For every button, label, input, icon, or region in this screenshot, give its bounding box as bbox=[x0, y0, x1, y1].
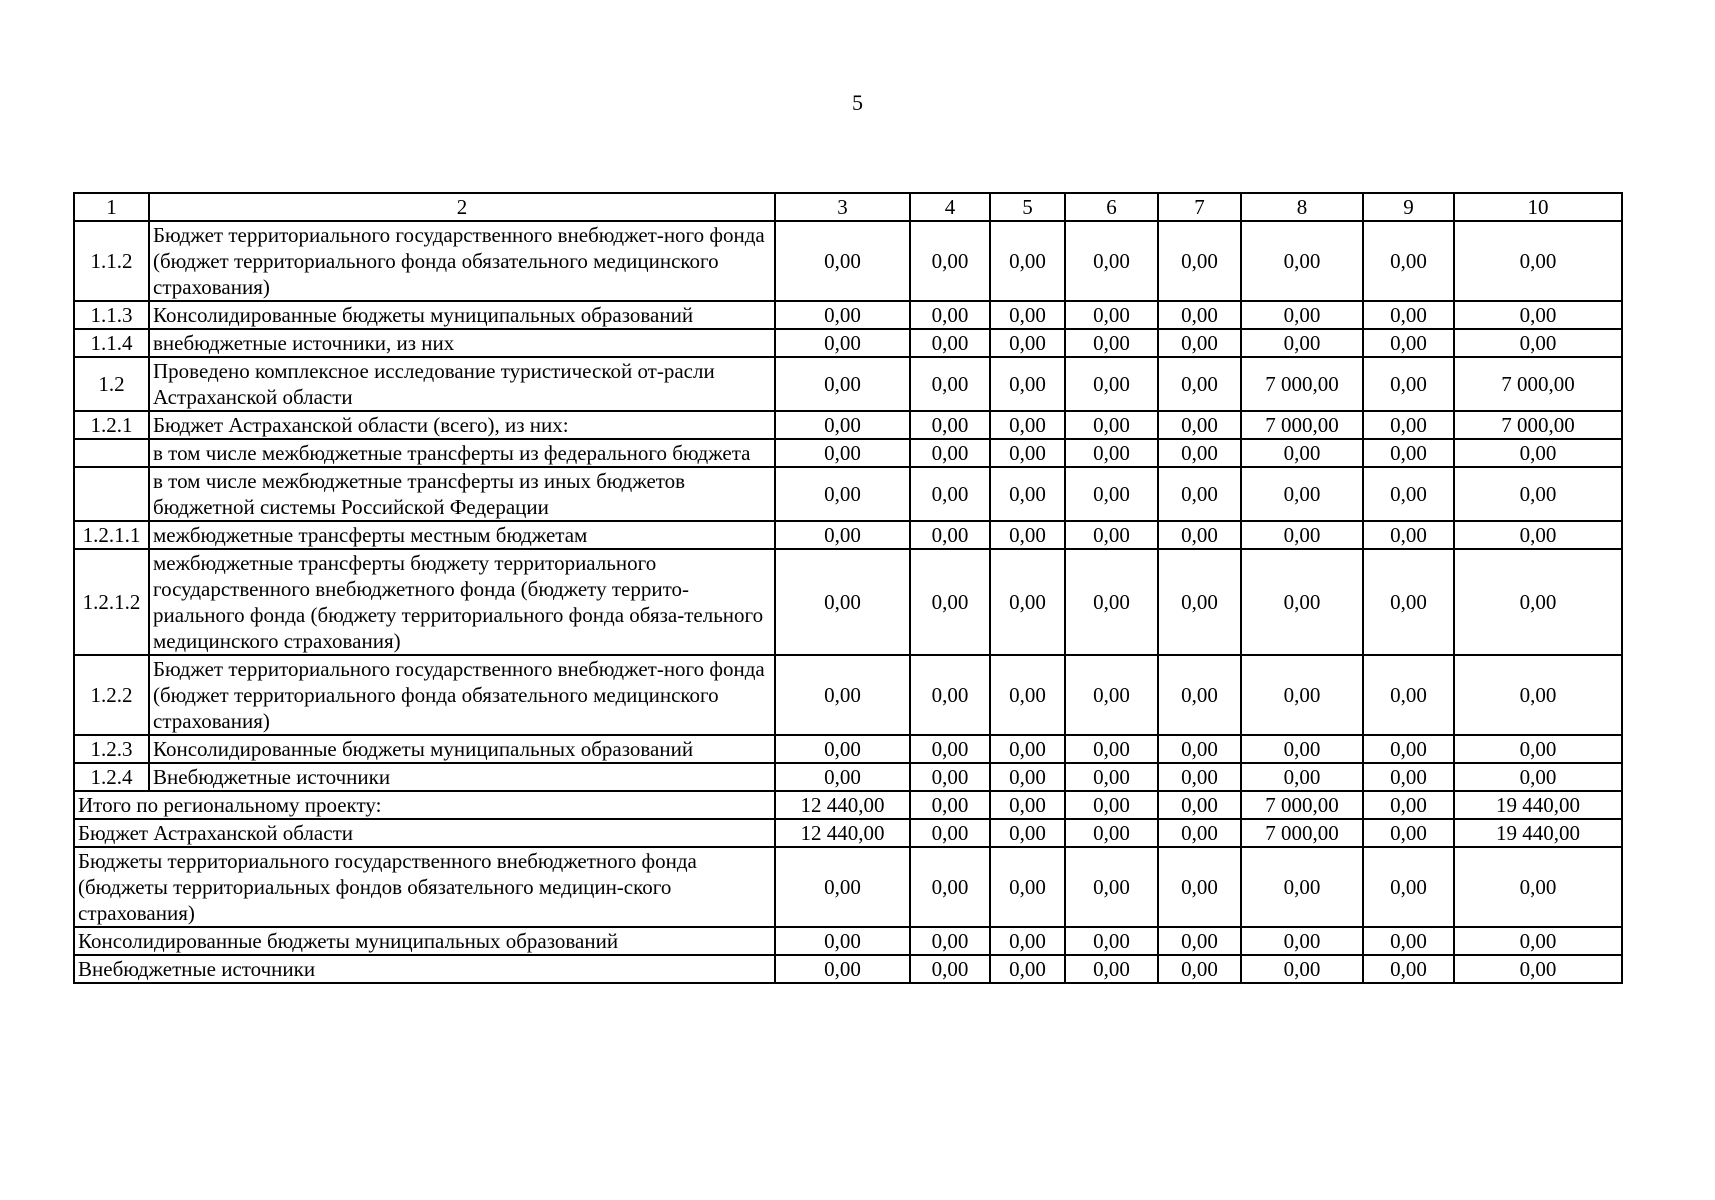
total-value-cell: 0,00 bbox=[910, 847, 990, 927]
value-cell: 0,00 bbox=[775, 357, 910, 411]
value-cell: 0,00 bbox=[910, 521, 990, 549]
total-value-cell: 0,00 bbox=[990, 791, 1065, 819]
header-cell: 1 bbox=[74, 193, 149, 221]
value-cell: 0,00 bbox=[1454, 521, 1622, 549]
total-description: Внебюджетные источники bbox=[74, 955, 775, 983]
value-cell: 0,00 bbox=[1241, 763, 1363, 791]
value-cell: 0,00 bbox=[1158, 521, 1241, 549]
table-row bbox=[74, 763, 1622, 791]
value-cell: 0,00 bbox=[990, 301, 1065, 329]
value-cell: 0,00 bbox=[1363, 763, 1454, 791]
table-row bbox=[74, 357, 1622, 411]
value-cell: 0,00 bbox=[1363, 301, 1454, 329]
value-cell: 0,00 bbox=[1454, 439, 1622, 467]
row-description: межбюджетные трансферты бюджету территориального государственного внебюджетного фонда (бюджету террито-риального фонда (бюджету территориального фонда обяза-тельного медицинского страхования) bbox=[149, 549, 775, 655]
row-code: 1.1.2 bbox=[74, 221, 149, 301]
header-cell: 5 bbox=[990, 193, 1065, 221]
value-cell: 0,00 bbox=[990, 763, 1065, 791]
value-cell: 0,00 bbox=[1454, 467, 1622, 521]
value-cell: 0,00 bbox=[990, 357, 1065, 411]
value-cell: 0,00 bbox=[1065, 411, 1158, 439]
value-cell: 0,00 bbox=[1158, 357, 1241, 411]
total-row bbox=[74, 847, 1622, 927]
value-cell: 0,00 bbox=[1065, 221, 1158, 301]
total-value-cell: 0,00 bbox=[1241, 955, 1363, 983]
value-cell: 0,00 bbox=[775, 763, 910, 791]
total-value-cell: 0,00 bbox=[1241, 847, 1363, 927]
header-cell: 6 bbox=[1065, 193, 1158, 221]
total-value-cell: 7 000,00 bbox=[1241, 791, 1363, 819]
value-cell: 0,00 bbox=[1241, 301, 1363, 329]
total-value-cell: 0,00 bbox=[1065, 927, 1158, 955]
value-cell: 0,00 bbox=[1363, 521, 1454, 549]
value-cell: 0,00 bbox=[910, 221, 990, 301]
total-row bbox=[74, 819, 1622, 847]
header-cell: 4 bbox=[910, 193, 990, 221]
table-row bbox=[74, 655, 1622, 735]
value-cell: 0,00 bbox=[1363, 467, 1454, 521]
value-cell: 0,00 bbox=[775, 521, 910, 549]
value-cell: 0,00 bbox=[990, 221, 1065, 301]
total-value-cell: 0,00 bbox=[910, 791, 990, 819]
value-cell: 0,00 bbox=[910, 439, 990, 467]
row-code: 1.2.1.2 bbox=[74, 549, 149, 655]
total-value-cell: 0,00 bbox=[1454, 927, 1622, 955]
value-cell: 0,00 bbox=[1241, 521, 1363, 549]
value-cell: 0,00 bbox=[1241, 439, 1363, 467]
value-cell: 0,00 bbox=[1454, 329, 1622, 357]
row-code: 1.2 bbox=[74, 357, 149, 411]
table-row bbox=[74, 521, 1622, 549]
row-code: 1.2.2 bbox=[74, 655, 149, 735]
total-value-cell: 0,00 bbox=[1363, 791, 1454, 819]
total-value-cell: 0,00 bbox=[1158, 791, 1241, 819]
value-cell: 7 000,00 bbox=[1454, 411, 1622, 439]
total-value-cell: 0,00 bbox=[990, 819, 1065, 847]
row-code: 1.1.3 bbox=[74, 301, 149, 329]
total-value-cell: 0,00 bbox=[990, 847, 1065, 927]
total-value-cell: 0,00 bbox=[775, 847, 910, 927]
value-cell: 0,00 bbox=[910, 301, 990, 329]
header-cell: 7 bbox=[1158, 193, 1241, 221]
value-cell: 0,00 bbox=[1454, 301, 1622, 329]
total-value-cell: 0,00 bbox=[910, 927, 990, 955]
row-code: 1.2.1 bbox=[74, 411, 149, 439]
header-cell: 8 bbox=[1241, 193, 1363, 221]
table-row bbox=[74, 221, 1622, 301]
value-cell: 0,00 bbox=[1065, 357, 1158, 411]
row-code bbox=[74, 439, 149, 467]
row-code bbox=[74, 467, 149, 521]
value-cell: 0,00 bbox=[1454, 763, 1622, 791]
value-cell: 0,00 bbox=[1065, 763, 1158, 791]
value-cell: 0,00 bbox=[1363, 735, 1454, 763]
table-row bbox=[74, 549, 1622, 655]
row-description: межбюджетные трансферты местным бюджетам bbox=[149, 521, 775, 549]
total-value-cell: 0,00 bbox=[1454, 955, 1622, 983]
row-code: 1.2.4 bbox=[74, 763, 149, 791]
value-cell: 0,00 bbox=[910, 655, 990, 735]
table-row bbox=[74, 439, 1622, 467]
value-cell: 0,00 bbox=[1363, 357, 1454, 411]
value-cell: 0,00 bbox=[910, 357, 990, 411]
total-row bbox=[74, 791, 1622, 819]
total-value-cell: 0,00 bbox=[1158, 955, 1241, 983]
total-value-cell: 0,00 bbox=[775, 955, 910, 983]
value-cell: 0,00 bbox=[990, 329, 1065, 357]
total-description: Итого по региональному проекту: bbox=[74, 791, 775, 819]
table-row bbox=[74, 411, 1622, 439]
total-value-cell: 0,00 bbox=[990, 955, 1065, 983]
value-cell: 0,00 bbox=[1065, 467, 1158, 521]
row-code: 1.2.3 bbox=[74, 735, 149, 763]
value-cell: 0,00 bbox=[1158, 221, 1241, 301]
value-cell: 0,00 bbox=[990, 439, 1065, 467]
total-value-cell: 0,00 bbox=[1158, 927, 1241, 955]
value-cell: 0,00 bbox=[910, 735, 990, 763]
value-cell: 0,00 bbox=[1241, 549, 1363, 655]
value-cell: 0,00 bbox=[1363, 549, 1454, 655]
row-description: Консолидированные бюджеты муниципальных образований bbox=[149, 301, 775, 329]
total-value-cell: 0,00 bbox=[1065, 847, 1158, 927]
value-cell: 0,00 bbox=[990, 521, 1065, 549]
value-cell: 0,00 bbox=[990, 467, 1065, 521]
total-value-cell: 0,00 bbox=[910, 955, 990, 983]
total-value-cell: 0,00 bbox=[1363, 927, 1454, 955]
table-row bbox=[74, 329, 1622, 357]
value-cell: 0,00 bbox=[910, 329, 990, 357]
value-cell: 0,00 bbox=[1454, 655, 1622, 735]
value-cell: 0,00 bbox=[1241, 221, 1363, 301]
total-value-cell: 0,00 bbox=[1065, 819, 1158, 847]
value-cell: 0,00 bbox=[910, 549, 990, 655]
total-value-cell: 7 000,00 bbox=[1241, 819, 1363, 847]
value-cell: 0,00 bbox=[990, 549, 1065, 655]
value-cell: 0,00 bbox=[910, 411, 990, 439]
page-number: 5 bbox=[852, 90, 863, 115]
row-description: Проведено комплексное исследование туристической от-расли Астраханской области bbox=[149, 357, 775, 411]
value-cell: 7 000,00 bbox=[1241, 411, 1363, 439]
row-description: Бюджет территориального государственного внебюджет-ного фонда (бюджет территориального фонда обязательного медицинского страхования) bbox=[149, 655, 775, 735]
total-value-cell: 0,00 bbox=[1158, 819, 1241, 847]
row-description: в том числе межбюджетные трансферты из иных бюджетов бюджетной системы Российской Федерации bbox=[149, 467, 775, 521]
value-cell: 0,00 bbox=[1363, 329, 1454, 357]
row-description: Внебюджетные источники bbox=[149, 763, 775, 791]
row-code: 1.2.1.1 bbox=[74, 521, 149, 549]
total-value-cell: 0,00 bbox=[1363, 819, 1454, 847]
value-cell: 0,00 bbox=[1241, 735, 1363, 763]
row-description: Консолидированные бюджеты муниципальных образований bbox=[149, 735, 775, 763]
row-description: внебюджетные источники, из них bbox=[149, 329, 775, 357]
total-value-cell: 19 440,00 bbox=[1454, 819, 1622, 847]
value-cell: 0,00 bbox=[1363, 221, 1454, 301]
value-cell: 0,00 bbox=[1158, 467, 1241, 521]
total-description: Бюджет Астраханской области bbox=[74, 819, 775, 847]
header-cell: 9 bbox=[1363, 193, 1454, 221]
value-cell: 0,00 bbox=[1065, 521, 1158, 549]
value-cell: 0,00 bbox=[775, 411, 910, 439]
row-description: Бюджет Астраханской области (всего), из них: bbox=[149, 411, 775, 439]
total-value-cell: 0,00 bbox=[1363, 847, 1454, 927]
total-value-cell: 12 440,00 bbox=[775, 791, 910, 819]
total-description: Консолидированные бюджеты муниципальных образований bbox=[74, 927, 775, 955]
row-description: Бюджет территориального государственного внебюджет-ного фонда (бюджет территориального фонда обязательного медицинского страхования) bbox=[149, 221, 775, 301]
value-cell: 0,00 bbox=[990, 655, 1065, 735]
value-cell: 0,00 bbox=[1158, 763, 1241, 791]
value-cell: 0,00 bbox=[1065, 439, 1158, 467]
value-cell: 0,00 bbox=[1158, 301, 1241, 329]
value-cell: 0,00 bbox=[1065, 549, 1158, 655]
budget-table bbox=[73, 192, 1623, 984]
value-cell: 0,00 bbox=[1158, 735, 1241, 763]
total-value-cell: 0,00 bbox=[1363, 955, 1454, 983]
table-row bbox=[74, 301, 1622, 329]
value-cell: 0,00 bbox=[1065, 301, 1158, 329]
header-cell: 2 bbox=[149, 193, 775, 221]
value-cell: 0,00 bbox=[1241, 467, 1363, 521]
value-cell: 0,00 bbox=[1363, 411, 1454, 439]
value-cell: 0,00 bbox=[775, 549, 910, 655]
value-cell: 0,00 bbox=[1158, 329, 1241, 357]
header-row bbox=[74, 193, 1622, 221]
value-cell: 7 000,00 bbox=[1454, 357, 1622, 411]
value-cell: 0,00 bbox=[910, 467, 990, 521]
total-value-cell: 0,00 bbox=[1241, 927, 1363, 955]
header-cell: 10 bbox=[1454, 193, 1622, 221]
value-cell: 0,00 bbox=[1454, 735, 1622, 763]
total-value-cell: 0,00 bbox=[1454, 847, 1622, 927]
total-description: Бюджеты территориального государственного внебюджетного фонда (бюджеты территориальных фондов обязательного медицин-ского страхования) bbox=[74, 847, 775, 927]
row-description: в том числе межбюджетные трансферты из федерального бюджета bbox=[149, 439, 775, 467]
value-cell: 0,00 bbox=[1454, 549, 1622, 655]
value-cell: 0,00 bbox=[990, 411, 1065, 439]
table-row bbox=[74, 467, 1622, 521]
value-cell: 0,00 bbox=[775, 221, 910, 301]
value-cell: 0,00 bbox=[1454, 221, 1622, 301]
value-cell: 0,00 bbox=[775, 655, 910, 735]
total-value-cell: 0,00 bbox=[775, 927, 910, 955]
value-cell: 0,00 bbox=[1241, 655, 1363, 735]
value-cell: 0,00 bbox=[1363, 439, 1454, 467]
value-cell: 0,00 bbox=[1065, 655, 1158, 735]
total-value-cell: 0,00 bbox=[1065, 791, 1158, 819]
value-cell: 0,00 bbox=[775, 301, 910, 329]
value-cell: 0,00 bbox=[775, 735, 910, 763]
total-row bbox=[74, 955, 1622, 983]
total-value-cell: 0,00 bbox=[990, 927, 1065, 955]
total-value-cell: 12 440,00 bbox=[775, 819, 910, 847]
value-cell: 0,00 bbox=[1363, 655, 1454, 735]
table-row bbox=[74, 735, 1622, 763]
value-cell: 0,00 bbox=[910, 763, 990, 791]
value-cell: 7 000,00 bbox=[1241, 357, 1363, 411]
value-cell: 0,00 bbox=[775, 329, 910, 357]
total-value-cell: 19 440,00 bbox=[1454, 791, 1622, 819]
total-value-cell: 0,00 bbox=[910, 819, 990, 847]
total-value-cell: 0,00 bbox=[1065, 955, 1158, 983]
row-code: 1.1.4 bbox=[74, 329, 149, 357]
value-cell: 0,00 bbox=[1158, 411, 1241, 439]
value-cell: 0,00 bbox=[1065, 329, 1158, 357]
value-cell: 0,00 bbox=[1158, 439, 1241, 467]
value-cell: 0,00 bbox=[1241, 329, 1363, 357]
value-cell: 0,00 bbox=[1065, 735, 1158, 763]
value-cell: 0,00 bbox=[990, 735, 1065, 763]
header-cell: 3 bbox=[775, 193, 910, 221]
total-row bbox=[74, 927, 1622, 955]
value-cell: 0,00 bbox=[775, 439, 910, 467]
value-cell: 0,00 bbox=[775, 467, 910, 521]
total-value-cell: 0,00 bbox=[1158, 847, 1241, 927]
value-cell: 0,00 bbox=[1158, 655, 1241, 735]
value-cell: 0,00 bbox=[1158, 549, 1241, 655]
